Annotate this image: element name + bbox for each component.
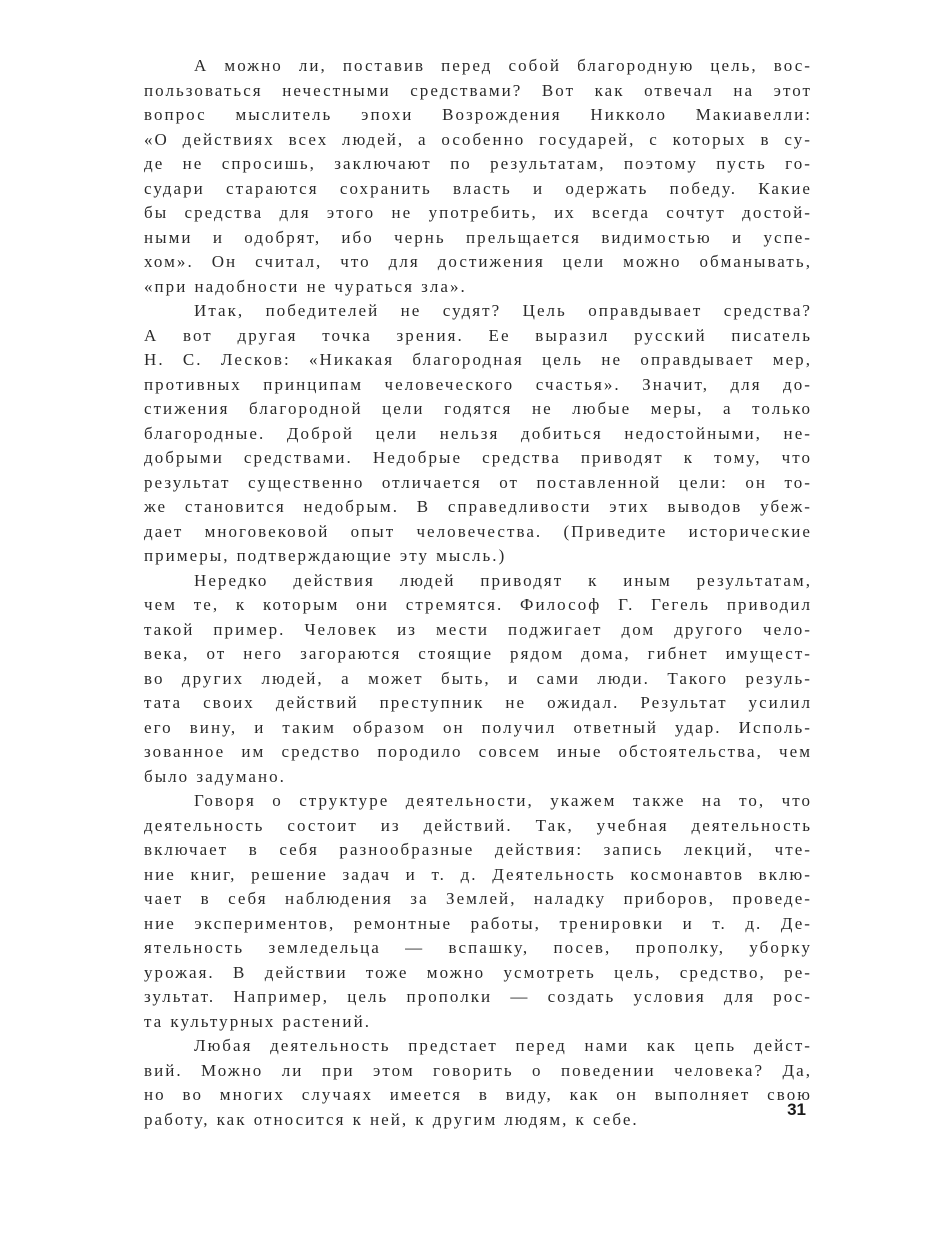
body-text <box>144 54 812 1132</box>
text-line: было задумано. <box>144 766 286 786</box>
text-line: та культурных растений. <box>144 1011 371 1031</box>
text-line: чем те, к которым они стремятся. Философ Г. Гегель приводил <box>144 595 812 614</box>
text-line: А вот другая точка зрения. Ее выразил русский писатель <box>144 325 812 345</box>
text-line: судари стараются сохранить власть и одержать победу. Какие <box>144 178 812 198</box>
text-line: но во многих случаях имеется в виду, как он выполняет свою <box>144 1085 812 1104</box>
text-line: зультат. Например, цель прополки — создать условия для рос- <box>144 987 812 1006</box>
text-line: зованное им средство породило совсем иные обстоятельства, чем <box>144 742 812 761</box>
page-number: 31 <box>787 1100 806 1119</box>
text-line: же становится недобрым. В справедливости этих выводов убеж- <box>144 497 812 516</box>
text-line: благородные. Доброй цели нельзя добиться недостойными, не- <box>144 423 812 443</box>
text-line: чает в себя наблюдения за Землей, наладку приборов, проведе- <box>144 889 812 908</box>
text-line: деятельность состоит из действий. Так, учебная деятельность <box>144 815 812 835</box>
text-line: Любая деятельность предстает перед нами как цепь дейст- <box>194 1036 812 1055</box>
text-line: вий. Можно ли при этом говорить о поведении человека? Да, <box>144 1060 812 1080</box>
text-line: вопрос мыслитель эпохи Возрождения Никколо Макиавелли: <box>144 105 812 124</box>
text-line: добрыми средствами. Недобрые средства приводят к тому, что <box>144 448 812 467</box>
text-line: дает многовековой опыт человечества. (Приведите исторические <box>144 521 812 541</box>
text-line: де не спросишь, заключают по результатам, поэтому пусть го- <box>144 154 812 173</box>
text-line: такой пример. Человек из мести поджигает дом другого чело- <box>144 619 812 639</box>
paragraph <box>144 569 812 790</box>
text-line: примеры, подтверждающие эту мысль.) <box>144 546 507 565</box>
text-line: ными и одобрят, ибо чернь прельщается видимостью и успе- <box>144 227 812 247</box>
text-line: ние книг, решение задач и т. д. Деятельность космонавтов вклю- <box>144 864 812 884</box>
text-line: результат существенно отличается от поставленной цели: он то- <box>144 472 812 492</box>
text-line: хом». Он считал, что для достижения цели можно обманывать, <box>144 252 812 271</box>
text-line: Н. С. Лесков: «Никакая благородная цель не оправдывает мер, <box>144 350 812 369</box>
paragraph <box>144 1034 812 1132</box>
text-line: Итак, победителей не судят? Цель оправдывает средства? <box>194 301 812 320</box>
text-line: работу, как относится к ней, к другим людям, к себе. <box>144 1109 639 1129</box>
text-line: «при надобности не чураться зла». <box>144 276 467 296</box>
text-line: урожая. В действии тоже можно усмотреть цель, средство, ре- <box>144 962 812 982</box>
paragraph <box>144 299 812 569</box>
text-line: ние экспериментов, ремонтные работы, тренировки и т. д. Де- <box>144 913 812 933</box>
text-line: А можно ли, поставив перед собой благородную цель, вос- <box>194 56 812 75</box>
text-line: стижения благородной цели годятся не любые меры, а только <box>144 399 812 418</box>
text-line: тата своих действий преступник не ожидал. Результат усилил <box>144 693 812 712</box>
text-line: во других людей, а может быть, и сами люди. Такого резуль- <box>144 668 812 688</box>
book-page <box>144 0 812 1239</box>
text-line: его вину, и таким образом он получил ответный удар. Исполь- <box>144 717 812 737</box>
text-line: «О действиях всех людей, а особенно государей, с которых в су- <box>144 129 812 149</box>
paragraph <box>144 789 812 1034</box>
text-line: противных принципам человеческого счастья». Значит, для до- <box>144 374 812 394</box>
text-line: ятельность земледельца — вспашку, посев, прополку, уборку <box>144 938 812 957</box>
text-line: включает в себя разнообразные действия: запись лекций, чте- <box>144 840 812 859</box>
text-line: века, от него загораются стоящие рядом дома, гибнет имущест- <box>144 644 812 663</box>
text-line: пользоваться нечестными средствами? Вот как отвечал на этот <box>144 80 812 100</box>
text-line: бы средства для этого не употребить, их всегда сочтут достой- <box>144 203 812 222</box>
text-line: Говоря о структуре деятельности, укажем также на то, что <box>194 791 812 810</box>
paragraph <box>144 54 812 299</box>
text-line: Нередко действия людей приводят к иным результатам, <box>194 570 812 590</box>
